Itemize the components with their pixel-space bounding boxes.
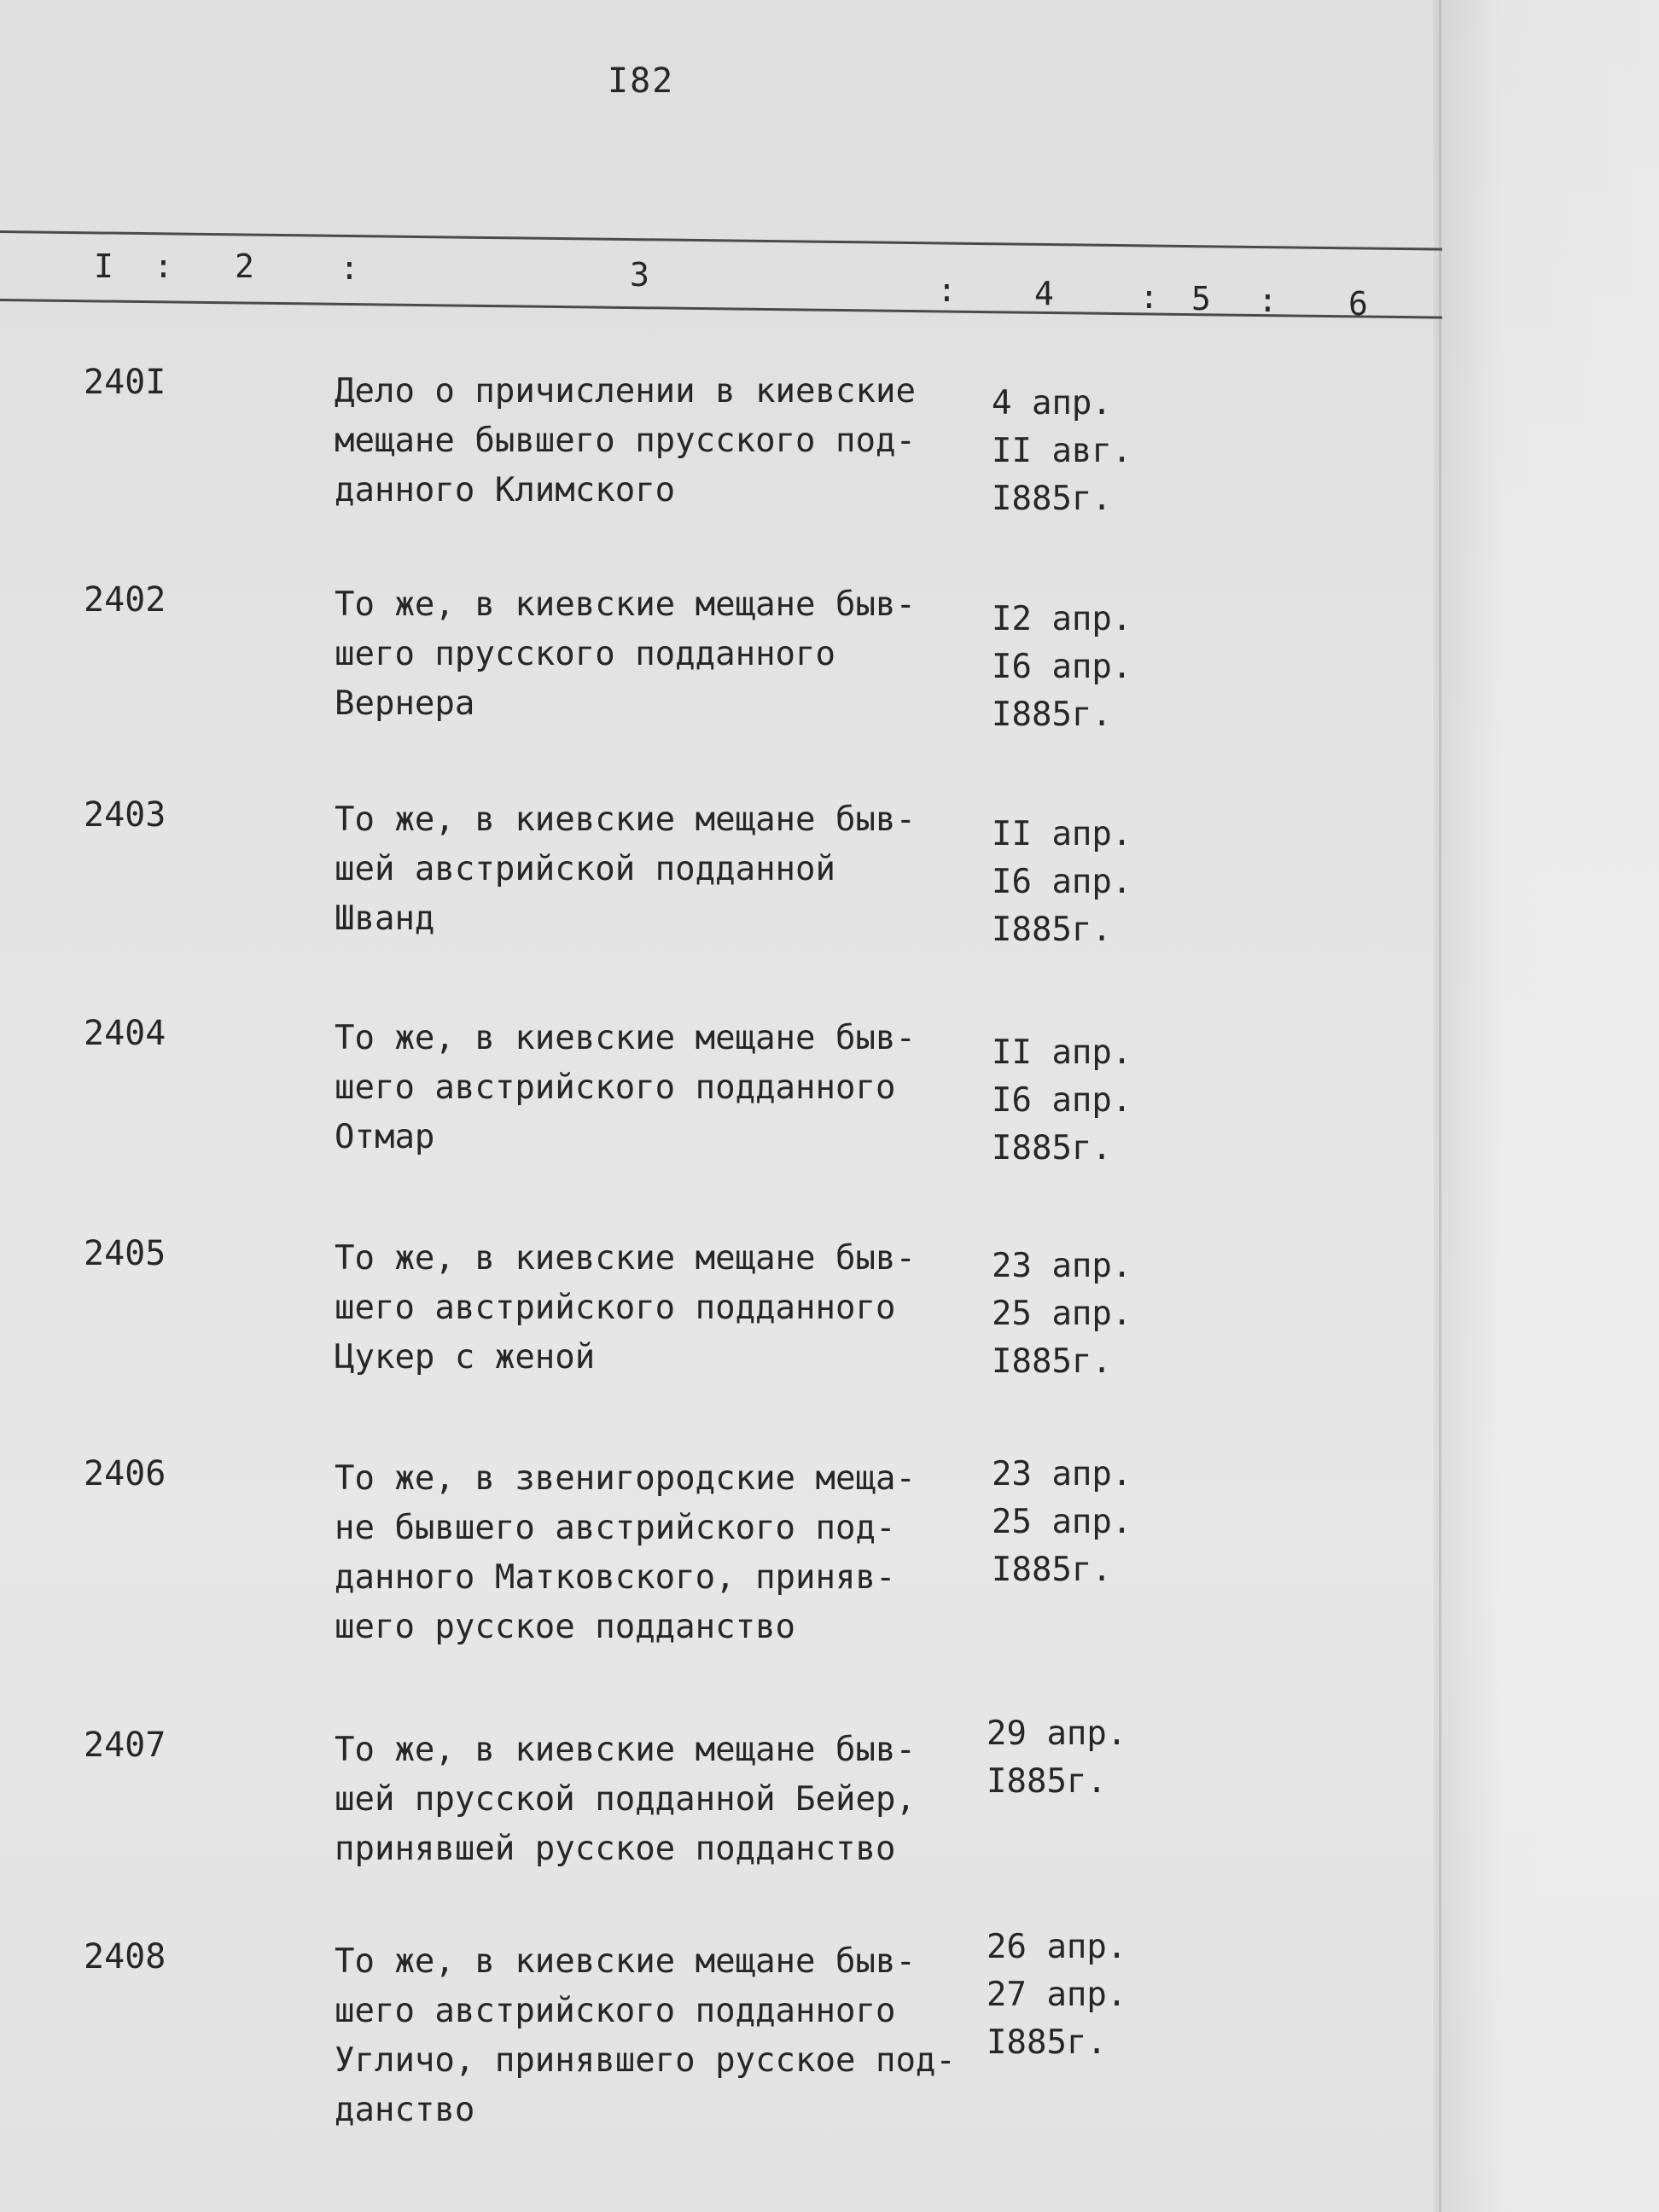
entry-description	[335, 367, 949, 515]
page-edge	[1439, 0, 1441, 2212]
entry-description	[335, 1454, 949, 1652]
entry-number: 2406	[84, 1454, 166, 1493]
description-line: Отмар	[335, 1118, 435, 1156]
column-header-4: 4	[1034, 275, 1054, 312]
entry-number: 240I	[84, 363, 166, 402]
entry-dates	[992, 596, 1132, 739]
description-line: шей австрийской подданной	[335, 850, 835, 888]
date-line: 29 апр.	[987, 1714, 1127, 1753]
entry-description	[335, 1014, 949, 1162]
description-line: Вернера	[335, 684, 475, 723]
entry-dates	[992, 1029, 1132, 1173]
entry-number: 2403	[84, 795, 166, 835]
column-separator: :	[1139, 278, 1159, 316]
description-line: То же, в звенигородские меща-	[335, 1459, 916, 1498]
date-line: II апр.	[992, 815, 1132, 853]
entry-description	[335, 1726, 949, 1874]
date-line: II авг.	[992, 432, 1132, 470]
description-line: шего прусского подданного	[335, 635, 835, 673]
entry-dates	[992, 1451, 1132, 1594]
entry-dates	[987, 1924, 1126, 2067]
description-line: данство	[335, 2091, 475, 2129]
description-line: шего австрийского подданного	[335, 1068, 896, 1107]
date-line: I885г.	[992, 480, 1112, 518]
entry-dates	[992, 811, 1132, 954]
entry-description	[335, 795, 949, 944]
description-line: Цукер с женой	[335, 1338, 596, 1377]
entry-number: 2404	[84, 1014, 166, 1053]
date-line: II апр.	[992, 1033, 1132, 1072]
description-line: шей прусской подданной Бейер,	[335, 1780, 916, 1819]
column-header-6: 6	[1348, 285, 1368, 323]
date-line: I6 апр.	[992, 863, 1132, 901]
description-line: То же, в киевские мещане быв-	[335, 800, 916, 839]
table-header-bottom-rule	[0, 299, 1442, 319]
page-edge-shadow	[1434, 0, 1659, 2212]
description-line: Дело о причислении в киевские	[335, 372, 916, 410]
column-header-1: I	[94, 247, 114, 285]
column-separator: :	[340, 249, 359, 287]
date-line: I6 апр.	[992, 648, 1132, 686]
column-header-5: 5	[1191, 280, 1211, 317]
entry-number: 2402	[84, 580, 166, 620]
description-line: принявшей русское подданство	[335, 1830, 896, 1868]
entry-dates	[992, 380, 1132, 523]
date-line: I2 апр.	[992, 600, 1132, 638]
description-line: Угличо, принявшего русское под-	[335, 2041, 956, 2080]
date-line: I885г.	[992, 911, 1112, 949]
date-line: 23 апр.	[992, 1247, 1132, 1285]
description-line: шего австрийского подданного	[335, 1992, 896, 2030]
description-line: шего русское подданство	[335, 1608, 796, 1646]
date-line: I885г.	[992, 1551, 1112, 1589]
description-line: данного Матковского, приняв-	[335, 1558, 896, 1597]
entry-number: 2407	[84, 1726, 166, 1765]
description-line: То же, в киевские мещане быв-	[335, 1019, 916, 1057]
date-line: 27 апр.	[987, 1976, 1127, 2014]
description-line: Шванд	[335, 899, 435, 938]
date-line: I885г.	[992, 696, 1112, 734]
column-separator: :	[154, 247, 173, 285]
page-number: I82	[608, 61, 675, 101]
date-line: I885г.	[987, 1762, 1107, 1801]
date-line: I885г.	[992, 1129, 1112, 1167]
entry-number: 2405	[84, 1234, 166, 1273]
table-header-top-rule	[0, 230, 1442, 251]
column-separator: :	[937, 271, 957, 309]
entry-description	[335, 580, 949, 729]
entry-description	[335, 1937, 956, 2135]
entry-dates	[987, 1710, 1126, 1806]
description-line: То же, в киевские мещане быв-	[335, 1731, 916, 1769]
description-line: шего австрийского подданного	[335, 1289, 896, 1327]
column-separator: :	[1258, 282, 1278, 319]
description-line: не бывшего австрийского под-	[335, 1509, 896, 1547]
date-line: 26 апр.	[987, 1928, 1127, 1966]
entry-number: 2408	[84, 1937, 166, 1976]
column-header-2: 2	[235, 247, 254, 285]
date-line: 25 апр.	[992, 1503, 1132, 1541]
entry-dates	[992, 1243, 1132, 1386]
description-line: данного Климского	[335, 471, 676, 509]
date-line: 23 апр.	[992, 1455, 1132, 1493]
description-line: То же, в киевские мещане быв-	[335, 585, 916, 624]
date-line: I885г.	[987, 2023, 1107, 2062]
description-line: мещане бывшего прусского под-	[335, 422, 916, 460]
column-header-3: 3	[630, 256, 649, 294]
date-line: 4 апр.	[992, 384, 1112, 422]
date-line: I6 апр.	[992, 1081, 1132, 1120]
entry-description	[335, 1234, 949, 1382]
date-line: I885г.	[992, 1342, 1112, 1381]
description-line: То же, в киевские мещане быв-	[335, 1239, 916, 1278]
date-line: 25 апр.	[992, 1295, 1132, 1333]
description-line: То же, в киевские мещане быв-	[335, 1942, 916, 1981]
